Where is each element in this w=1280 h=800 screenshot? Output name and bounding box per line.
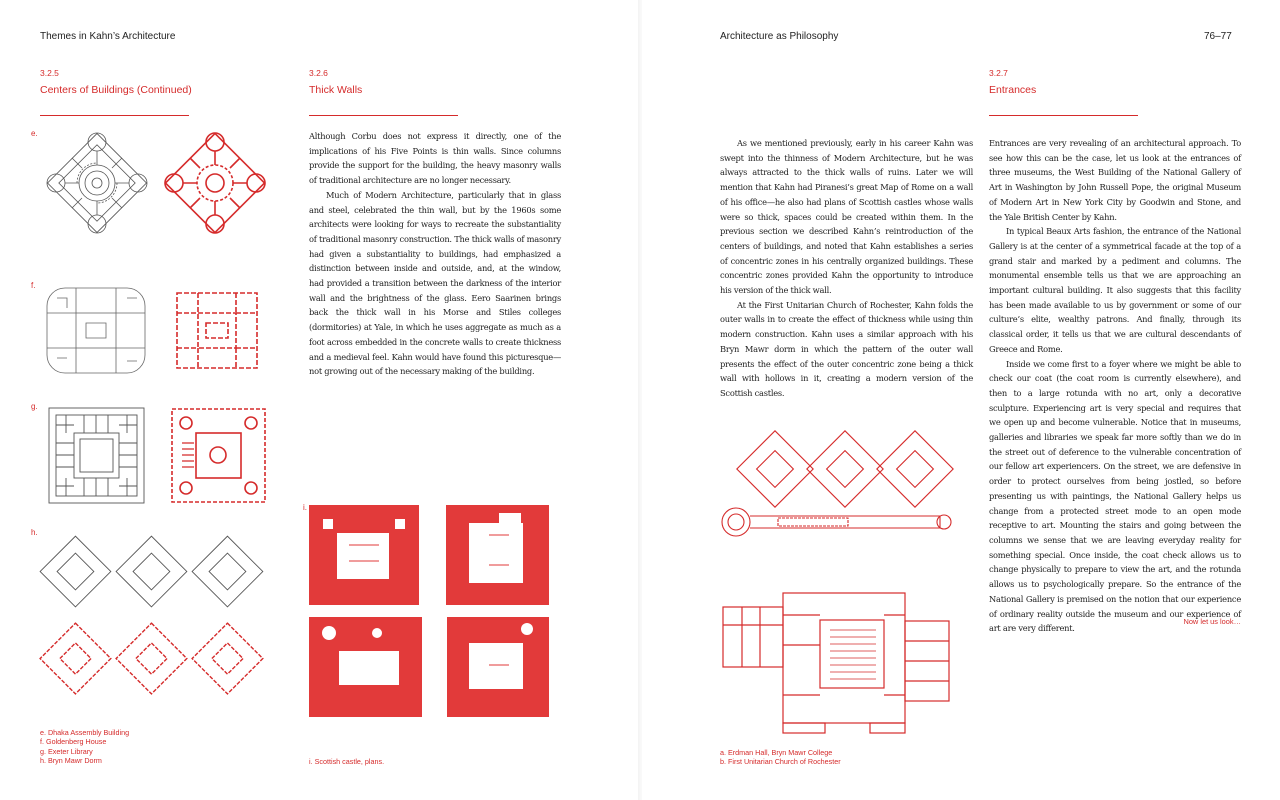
caption-e: e. Dhaka Assembly Building <box>40 728 130 737</box>
scottish-castle-plans-drawing <box>309 505 549 717</box>
section-rule-325 <box>40 115 189 116</box>
section-title-326: Thick Walls <box>309 84 363 96</box>
running-header-left: Themes in Kahn’s Architecture <box>40 31 176 42</box>
dhaka-plan-outline-drawing <box>42 128 152 238</box>
erdman-hall-plan-drawing <box>718 430 956 550</box>
caption-i: i. Scottish castle, plans. <box>309 757 385 766</box>
goldenberg-plan-outline-drawing <box>42 283 150 378</box>
section-number-325: 3.2.5 <box>40 68 59 78</box>
caption-list-left <box>40 728 129 766</box>
thick-walls-body <box>309 129 561 379</box>
caption-a: a. Erdman Hall, Bryn Mawr College <box>720 748 833 757</box>
right-col1-paragraph-1: As we mentioned previously, early in his career Kahn was swept into the thinness of Modern Architecture, but he was always attracted to the thick walls of ruins. Later we will mention that Kahn had Piranesi’s great Map of Rome on a wall of his office—he also had plans of Scottish castles whose walls were so thick, spaces could be created within them. In the previous section we described Kahn’s reintroduction of the centers of buildings, and noted that Kahn establishes a series of concentric zones in his centrally organized buildings. These concentric zones provided Kahn the opportunity to introduce his version of the thick wall. <box>720 138 973 296</box>
section-rule-327 <box>989 115 1138 116</box>
figure-label-g: g. <box>31 402 38 411</box>
book-gutter <box>638 0 642 800</box>
bryn-mawr-plan-red-drawing <box>40 620 270 700</box>
entrances-paragraph-3: Inside we come first to a foyer where we might be able to check our coat (the coat room is currently elsewhere), and then to a large rotunda with no art, only a decorative sculpture. Experiencing art is very special and requires that we open up and become vulnerable. Notice that in museums, galleries and libraries we speak far more softly than we do in the street out of deference to the vulnerable concentration of our fellow art experiencers. On the street, we are defensive in order to protect ourselves from being jostled, so before presenting us with paintings, the National Gallery helps us change from a protected street mode to an open mode receptive to art. Mounting the stairs and going between the columns we sense that we are leaving everyday reality for something special. Once inside, the coat check allows us to change physically to prepare to view the art, and the rotunda allows us to psychologically prepare. So the entrance of the National Gallery is premised on the notion that our experience of ordinary reality outside the museum and our experience of art are very different. <box>989 358 1241 634</box>
exeter-plan-red-drawing <box>166 403 271 508</box>
section-rule-326 <box>309 115 458 116</box>
right-page-body-col1 <box>720 136 973 401</box>
figure-label-h: h. <box>31 528 38 537</box>
caption-list-right <box>720 748 841 767</box>
figure-label-f: f. <box>31 281 36 290</box>
section-number-326: 3.2.6 <box>309 68 328 78</box>
running-header-right: Architecture as Philosophy <box>720 31 839 42</box>
page-numbers: 76–77 <box>1204 31 1232 42</box>
figure-label-e: e. <box>31 129 38 138</box>
figure-label-i: i. <box>303 503 307 512</box>
thick-walls-paragraph-1: Although Corbu does not express it directly, one of the implications of his Five Points is thin walls. Since columns provide the support for the building, the heavy masonry walls of traditional architecture are no longer necessary. <box>309 131 561 186</box>
exeter-plan-outline-drawing <box>44 403 149 508</box>
caption-h: h. Bryn Mawr Dorm <box>40 756 102 766</box>
caption-g: g. Exeter Library <box>40 746 93 756</box>
goldenberg-plan-red-drawing <box>162 283 270 378</box>
right-col1-paragraph-2: At the First Unitarian Church of Rochester, Kahn folds the outer walls in to create the effect of thickness while using thin modern construction. Kahn uses a similar approach with his Bryn Mawr dorm in which the pattern of the outer wall presents the effect of the outer concentric zone being a thick wall with hollows in it, creating a modern version of the Scottish castles. <box>720 299 973 398</box>
bryn-mawr-plan-outline-drawing <box>40 533 270 613</box>
entrances-paragraph-1: Entrances are very revealing of an architectural approach. To see how this can be the case, let us look at the entrances of three museums, the West Building of the National Gallery of Art in Washington by John Russell Pope, the original Museum of Modern Art in New York City by Goodwin and Stone, and the Yale British Center by Kahn. <box>989 138 1241 222</box>
entrances-paragraph-2: In typical Beaux Arts fashion, the entrance of the National Gallery is at the center of a symmetrical facade at the top of a grand stair and marked by a pediment and columns. The monumental ensemble tells us that we are approaching an important cultural building. It also suggests that this facility has been made available to us by government or some of our culture’s elite, wealthy patrons. And finally, through its classical order, it tells us that we are cultural descendants of Greece and Rome. <box>989 226 1241 354</box>
section-title-325: Centers of Buildings (Continued) <box>40 84 192 96</box>
entrances-body <box>989 136 1241 636</box>
dhaka-plan-red-drawing <box>160 128 270 238</box>
section-title-327: Entrances <box>989 84 1037 96</box>
continue-reading-link[interactable]: Now let us look… <box>1183 617 1241 626</box>
section-number-327: 3.2.7 <box>989 68 1008 78</box>
caption-b: b. First Unitarian Church of Rochester <box>720 757 841 767</box>
caption-f: f. Goldenberg House <box>40 737 107 747</box>
thick-walls-paragraph-2: Much of Modern Architecture, particularly that in glass and steel, celebrated the thin wall, but by the 1960s some architects were looking for ways to recreate the substantiality of traditional masonry construction. The thick walls of masonry had given a substantiality to buildings, had emphasized a distinction between inside and outside, and, at the window, had provided a transition between the darkness of the interior wall and the brightness of the glass. Eero Saarinen brings back the thick wall in his Morse and Stiles colleges (dormitories) at Yale, in which he uses aggregate as much as a foot across embedded in the concrete walls to create thickness and a medieval feel. Kahn would have found this picturesque—not growing out of the necessary making of the building. <box>309 189 561 377</box>
first-unitarian-church-plan-drawing <box>720 585 952 735</box>
